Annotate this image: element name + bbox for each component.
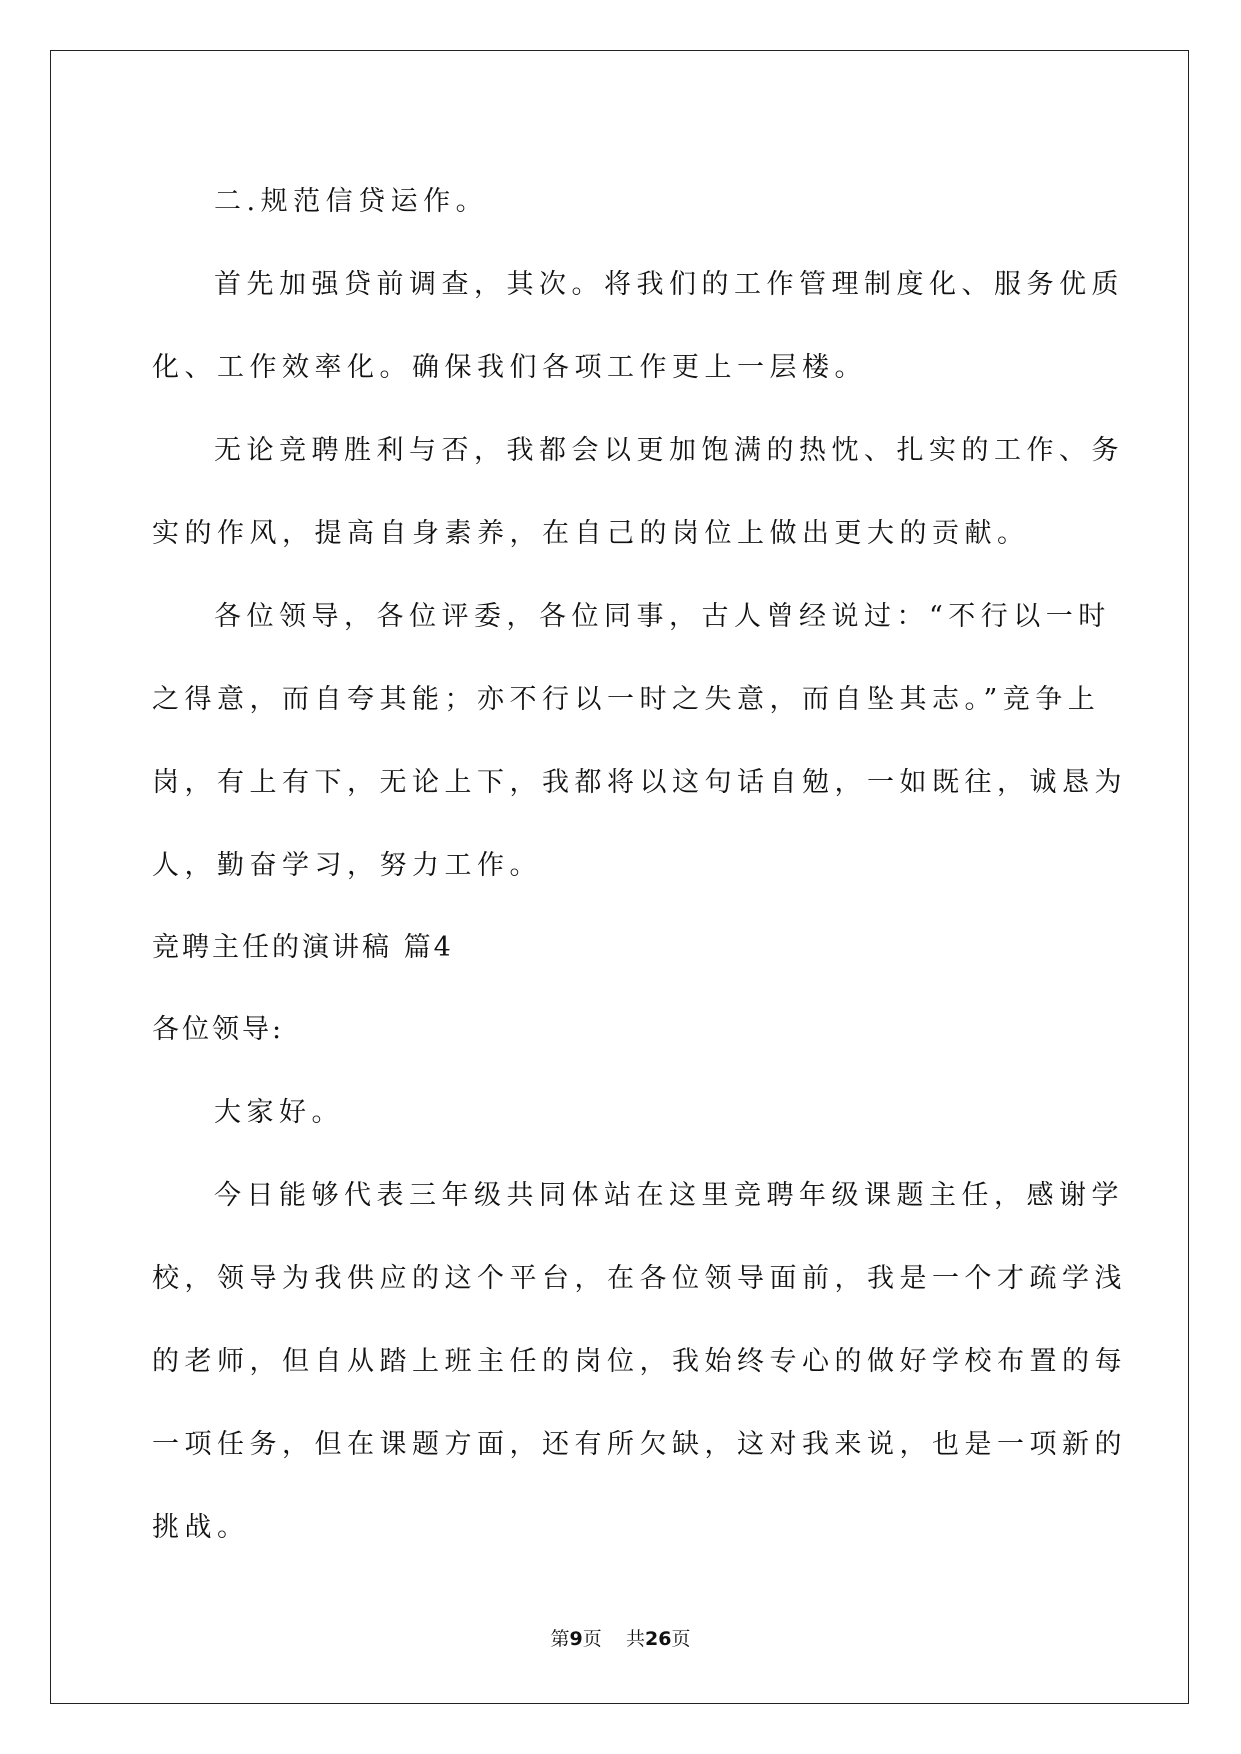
paragraph (152, 1154, 1127, 1569)
text-line: 今日能够代表三年级共同体站在这里竞聘年级课题主任，感谢学 (214, 1180, 1124, 1211)
text-line: 一项任务，但在课题方面，还有所欠缺，这对我来说，也是一项新的 (152, 1429, 1127, 1460)
page-number: 9 (569, 1628, 583, 1650)
text-line: 二.规范信贷运作。 (214, 186, 489, 217)
page-suffix: 页 (582, 1628, 602, 1650)
text-line: 的老师，但自从踏上班主任的岗位，我始终专心的做好学校布置的每 (152, 1346, 1127, 1377)
paragraph (152, 575, 1127, 907)
text-line: 校，领导为我供应的这个平台，在各位领导面前，我是一个才疏学浅 (152, 1263, 1127, 1294)
text-line: 无论竞聘胜利与否，我都会以更加饱满的热忱、扎实的工作、务 (214, 435, 1124, 466)
total-prefix: 共 (625, 1628, 645, 1650)
salutation: 各位领导: (152, 1014, 285, 1045)
total-pages: 26 (644, 1628, 672, 1650)
text-line: 化、工作效率化。确保我们各项工作更上一层楼。 (152, 352, 867, 383)
text-line: 岗，有上有下，无论上下，我都将以这句话自勉，一如既往，诚恳为 (152, 767, 1127, 798)
text-line: 实的作风，提高自身素养，在自己的岗位上做出更大的贡献。 (152, 518, 1030, 549)
paragraph (152, 409, 1124, 575)
text-line: 首先加强贷前调查，其次。将我们的工作管理制度化、服务优质 (214, 269, 1124, 300)
paragraph (152, 160, 1092, 243)
text-line: 之得意，而自夸其能；亦不行以一时之失意，而自坠其志。”竞争上 (152, 684, 1101, 715)
text-line: 大家好。 (214, 1097, 344, 1128)
section-title: 竞聘主任的演讲稿 篇4 (152, 932, 454, 963)
page-footer (0, 1627, 1241, 1651)
total-suffix: 页 (671, 1628, 691, 1650)
document-body (152, 160, 1127, 1569)
paragraph (152, 243, 1124, 409)
text-line: 挑战。 (152, 1512, 250, 1543)
text-line: 各位领导，各位评委，各位同事，古人曾经说过：“不行以一时 (214, 601, 1111, 632)
greeting (152, 1071, 1092, 1154)
page-prefix: 第 (550, 1628, 570, 1650)
text-line: 人，勤奋学习，努力工作。 (152, 850, 542, 881)
